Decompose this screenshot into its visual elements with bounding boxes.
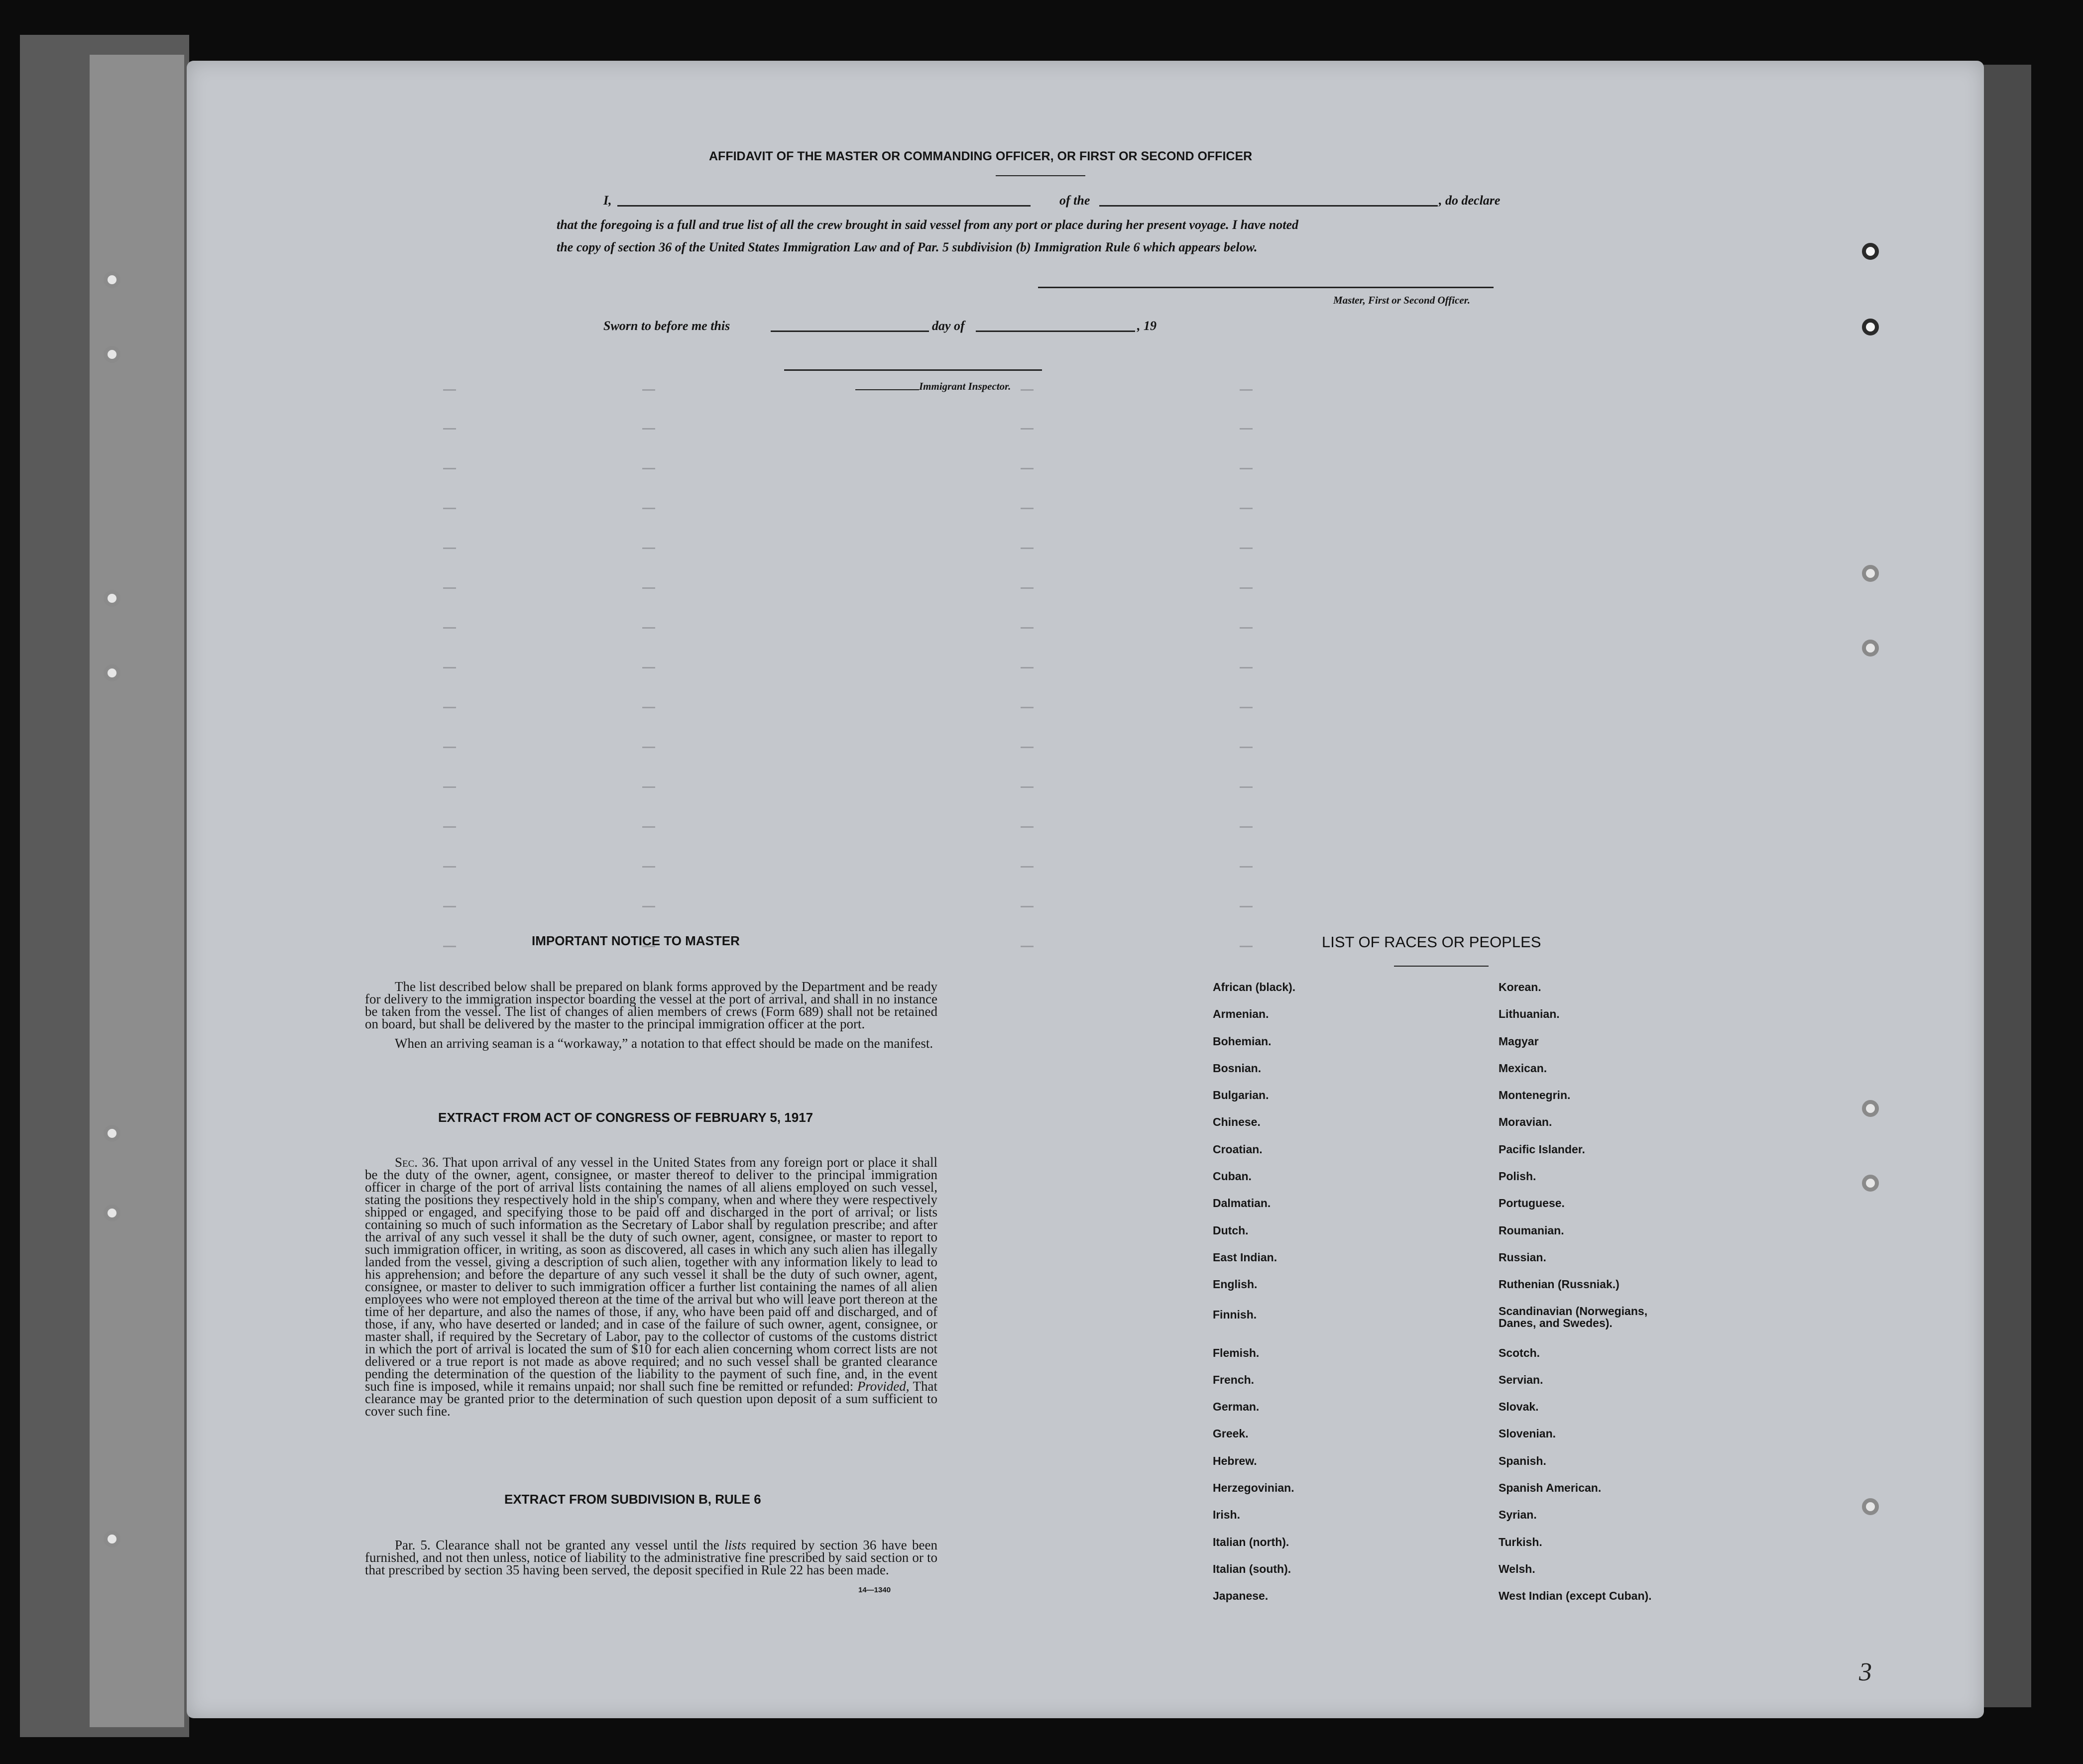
race-item: Italian (south). [1213,1562,1291,1575]
race-item: Flemish. [1213,1346,1260,1359]
race-item: Spanish American. [1499,1481,1602,1495]
rule-text-a: Par. 5. Clearance shall not be granted any vessel until the [395,1538,719,1552]
races-title-rule [1394,966,1489,967]
rule-lists-word: lists [724,1538,746,1552]
race-item: Greek. [1213,1427,1249,1440]
provided-text: That clearance may be granted prior to the determination of such question upon deposit of a sum sufficient to cover such fine. [365,1379,938,1419]
race-item: Ruthenian (Russniak.) [1499,1278,1620,1291]
race-item: English. [1213,1278,1258,1291]
punch-hole [104,271,120,288]
race-item: Turkish. [1499,1535,1542,1548]
race-item: Portuguese. [1499,1197,1565,1210]
bleed-through-marks [443,383,1962,981]
race-item: Scandinavian (Norwegians, Danes, and Swedes). [1499,1304,1648,1329]
affidavit-do-declare: , do declare [1439,193,1501,208]
notice-title: IMPORTANT NOTICE TO MASTER [532,933,740,948]
race-item: German. [1213,1400,1260,1414]
extract-act-title: EXTRACT FROM ACT OF CONGRESS OF FEBRUARY 5, 1917 [438,1110,813,1125]
punch-hole [1862,243,1879,260]
race-item: Chinese. [1213,1115,1261,1129]
race-item: Irish. [1213,1508,1240,1522]
race-item: Roumanian. [1499,1223,1564,1237]
extract-act-body [365,1156,937,1418]
race-item: African (black). [1213,981,1296,993]
race-item: Japanese. [1213,1589,1269,1603]
affidavit-title-rule [996,175,1085,176]
vessel-name-field[interactable] [1099,205,1438,207]
punch-hole [104,664,120,681]
binder-backing-strip [90,55,184,1727]
race-item: Scotch. [1499,1346,1540,1359]
notice-paragraph-1: The list described below shall be prepared on blank forms approved by the Department and be ready for delivery to the immigration inspector boarding the vessel at the port of arrival, and shall in no instance be taken from the vessel. The list of changes of alien members of crews (Form 689) shall not be retained on board, but shall be delivered by the master to the principal immigration officer at the port. [365,979,937,1031]
punch-hole [104,346,120,363]
day-of-label: day of [932,319,965,333]
page-number: 3 [1859,1658,1872,1686]
punch-hole [1862,319,1879,335]
inspector-caption-rule [855,389,919,390]
sworn-day-field[interactable] [771,331,929,332]
provided-label: Provided, [857,1379,910,1394]
sworn-label: Sworn to before me this [603,319,730,333]
punch-hole [104,1531,120,1547]
races-title: LIST OF RACES OR PEOPLES [1322,933,1541,951]
race-item: Dutch. [1213,1223,1249,1237]
race-item: Welsh. [1499,1562,1535,1575]
punch-hole [104,1205,120,1221]
race-item: Dalmatian. [1213,1197,1271,1210]
race-item: West Indian (except Cuban). [1499,1589,1652,1603]
master-name-field[interactable] [617,205,1031,207]
race-item: Polish. [1499,1170,1536,1183]
race-item: Bosnian. [1213,1061,1262,1075]
race-item: Hebrew. [1213,1454,1257,1467]
races-right-column [1499,981,1663,1617]
punch-hole [104,1125,120,1142]
notice-body [365,981,937,1050]
race-item: Magyar [1499,1034,1539,1048]
race-item: Herzegovinian. [1213,1481,1294,1495]
race-item: Russian. [1499,1250,1546,1264]
race-item: Cuban. [1213,1170,1252,1183]
race-item: Pacific Islander. [1499,1142,1585,1156]
race-item: Bohemian. [1213,1034,1272,1048]
punch-hole [104,590,120,607]
master-signature-field[interactable] [1038,287,1494,288]
race-item: Italian (north). [1213,1535,1289,1548]
extract-rule-body [365,1539,937,1576]
sworn-month-field[interactable] [976,331,1135,332]
extract-rule-title: EXTRACT FROM SUBDIVISION B, RULE 6 [504,1492,761,1507]
affidavit-title: AFFIDAVIT OF THE MASTER OR COMMANDING OFFICER, OR FIRST OR SECOND OFFICER [709,149,1253,163]
punch-hole [1862,1175,1879,1192]
races-left-column [1213,981,1295,1617]
affidavit-i-label: I, [603,193,612,208]
affidavit-body-line-1: that the foregoing is a full and true list of all the crew brought in said vessel from any port or place during her present voyage. I have noted [557,218,1299,232]
affidavit-of-the-label: of the [1059,193,1090,208]
race-item: Moravian. [1499,1115,1552,1129]
form-number: 14—1340 [858,1586,891,1594]
inspector-caption: Immigrant Inspector. [919,380,1011,392]
race-item: Montenegrin. [1499,1089,1571,1102]
signature-caption: Master, First or Second Officer. [1333,294,1470,306]
race-item: Bulgarian. [1213,1089,1269,1102]
punch-hole [1862,1498,1879,1515]
race-item: Finnish. [1213,1308,1257,1321]
race-item: Spanish. [1499,1454,1546,1467]
race-item: Korean. [1499,981,1541,993]
notice-paragraph-2: When an arriving seaman is a “workaway,” a notation to that effect should be made on the manifest. [395,1036,933,1051]
race-item: Servian. [1499,1373,1543,1386]
race-item: Slovak. [1499,1400,1539,1414]
race-item: French. [1213,1373,1255,1386]
inspector-signature-field[interactable] [784,369,1042,371]
race-item: Syrian. [1499,1508,1537,1522]
section-label: Sec. 36. [395,1155,439,1170]
punch-hole [1862,1100,1879,1117]
race-item: Mexican. [1499,1061,1547,1075]
rule-text-b: required by section 36 have been furnished, and not then unless, notice of liability to the administrative fine prescribed by said section or to that prescribed by section 35 having been served, the deposit specified in Rule 22 has been made. [365,1538,937,1577]
race-item: East Indian. [1213,1250,1277,1264]
race-item: Croatian. [1213,1142,1263,1156]
race-item: Slovenian. [1499,1427,1556,1440]
section-text: That upon arrival of any vessel in the United States from any foreign port or place it shall be the duty of the owner, agent, consignee, or master thereof to deliver to the principal immigration officer in charge of the port of arrival lists containing the names of all aliens employed on such vessel, stating the positions they respectively hold in the ship's company, when and where they were respectively shipped or engaged, and specifying those to be paid off and discharged in the port of arrival; or lists containing so much of such information as the Secretary of Labor shall by regulation prescribe; and after the arrival of any such vessel it shall be the duty of such owner, agent, consignee, or master to report to such immigration officer, in writing, as soon as discovered, all cases in which any such alien has illegally landed from the vessel, giving a description of such alien, together with any information likely to lead to his apprehension; and before the departure of any such vessel it shall be the duty of such owner, agent, consignee, or master to deliver to such immigration officer a further list containing the names of all alien employees who were not employed thereon at the time of the arrival but who will leave port thereon at the time of her departure, and also the names of those, if any, who have been paid off and discharged, and of those, if any, who have deserted or landed; and in case of the failure of such owner, agent, consignee, or master shall, if required by the Secretary of Labor, pay to the collector of customs of the customs district in which the port of arrival is located the sum of $10 for each alien concerning whom correct lists are not delivered or a true report is not made as above required; and no such vessel shall be granted clearance pending the determination of the question of the liability to the payment of such fine, and, in the event such fine is imposed, while it remains unpaid; nor shall such fine be remitted or refunded: [365,1155,938,1394]
race-item: Lithuanian. [1499,1007,1560,1021]
year-label: , 19 [1137,319,1157,333]
race-item: Armenian. [1213,1007,1269,1021]
affidavit-body-line-2: the copy of section 36 of the United States Immigration Law and of Par. 5 subdivision (b) Immigration Rule 6 which appears below. [557,240,1258,254]
